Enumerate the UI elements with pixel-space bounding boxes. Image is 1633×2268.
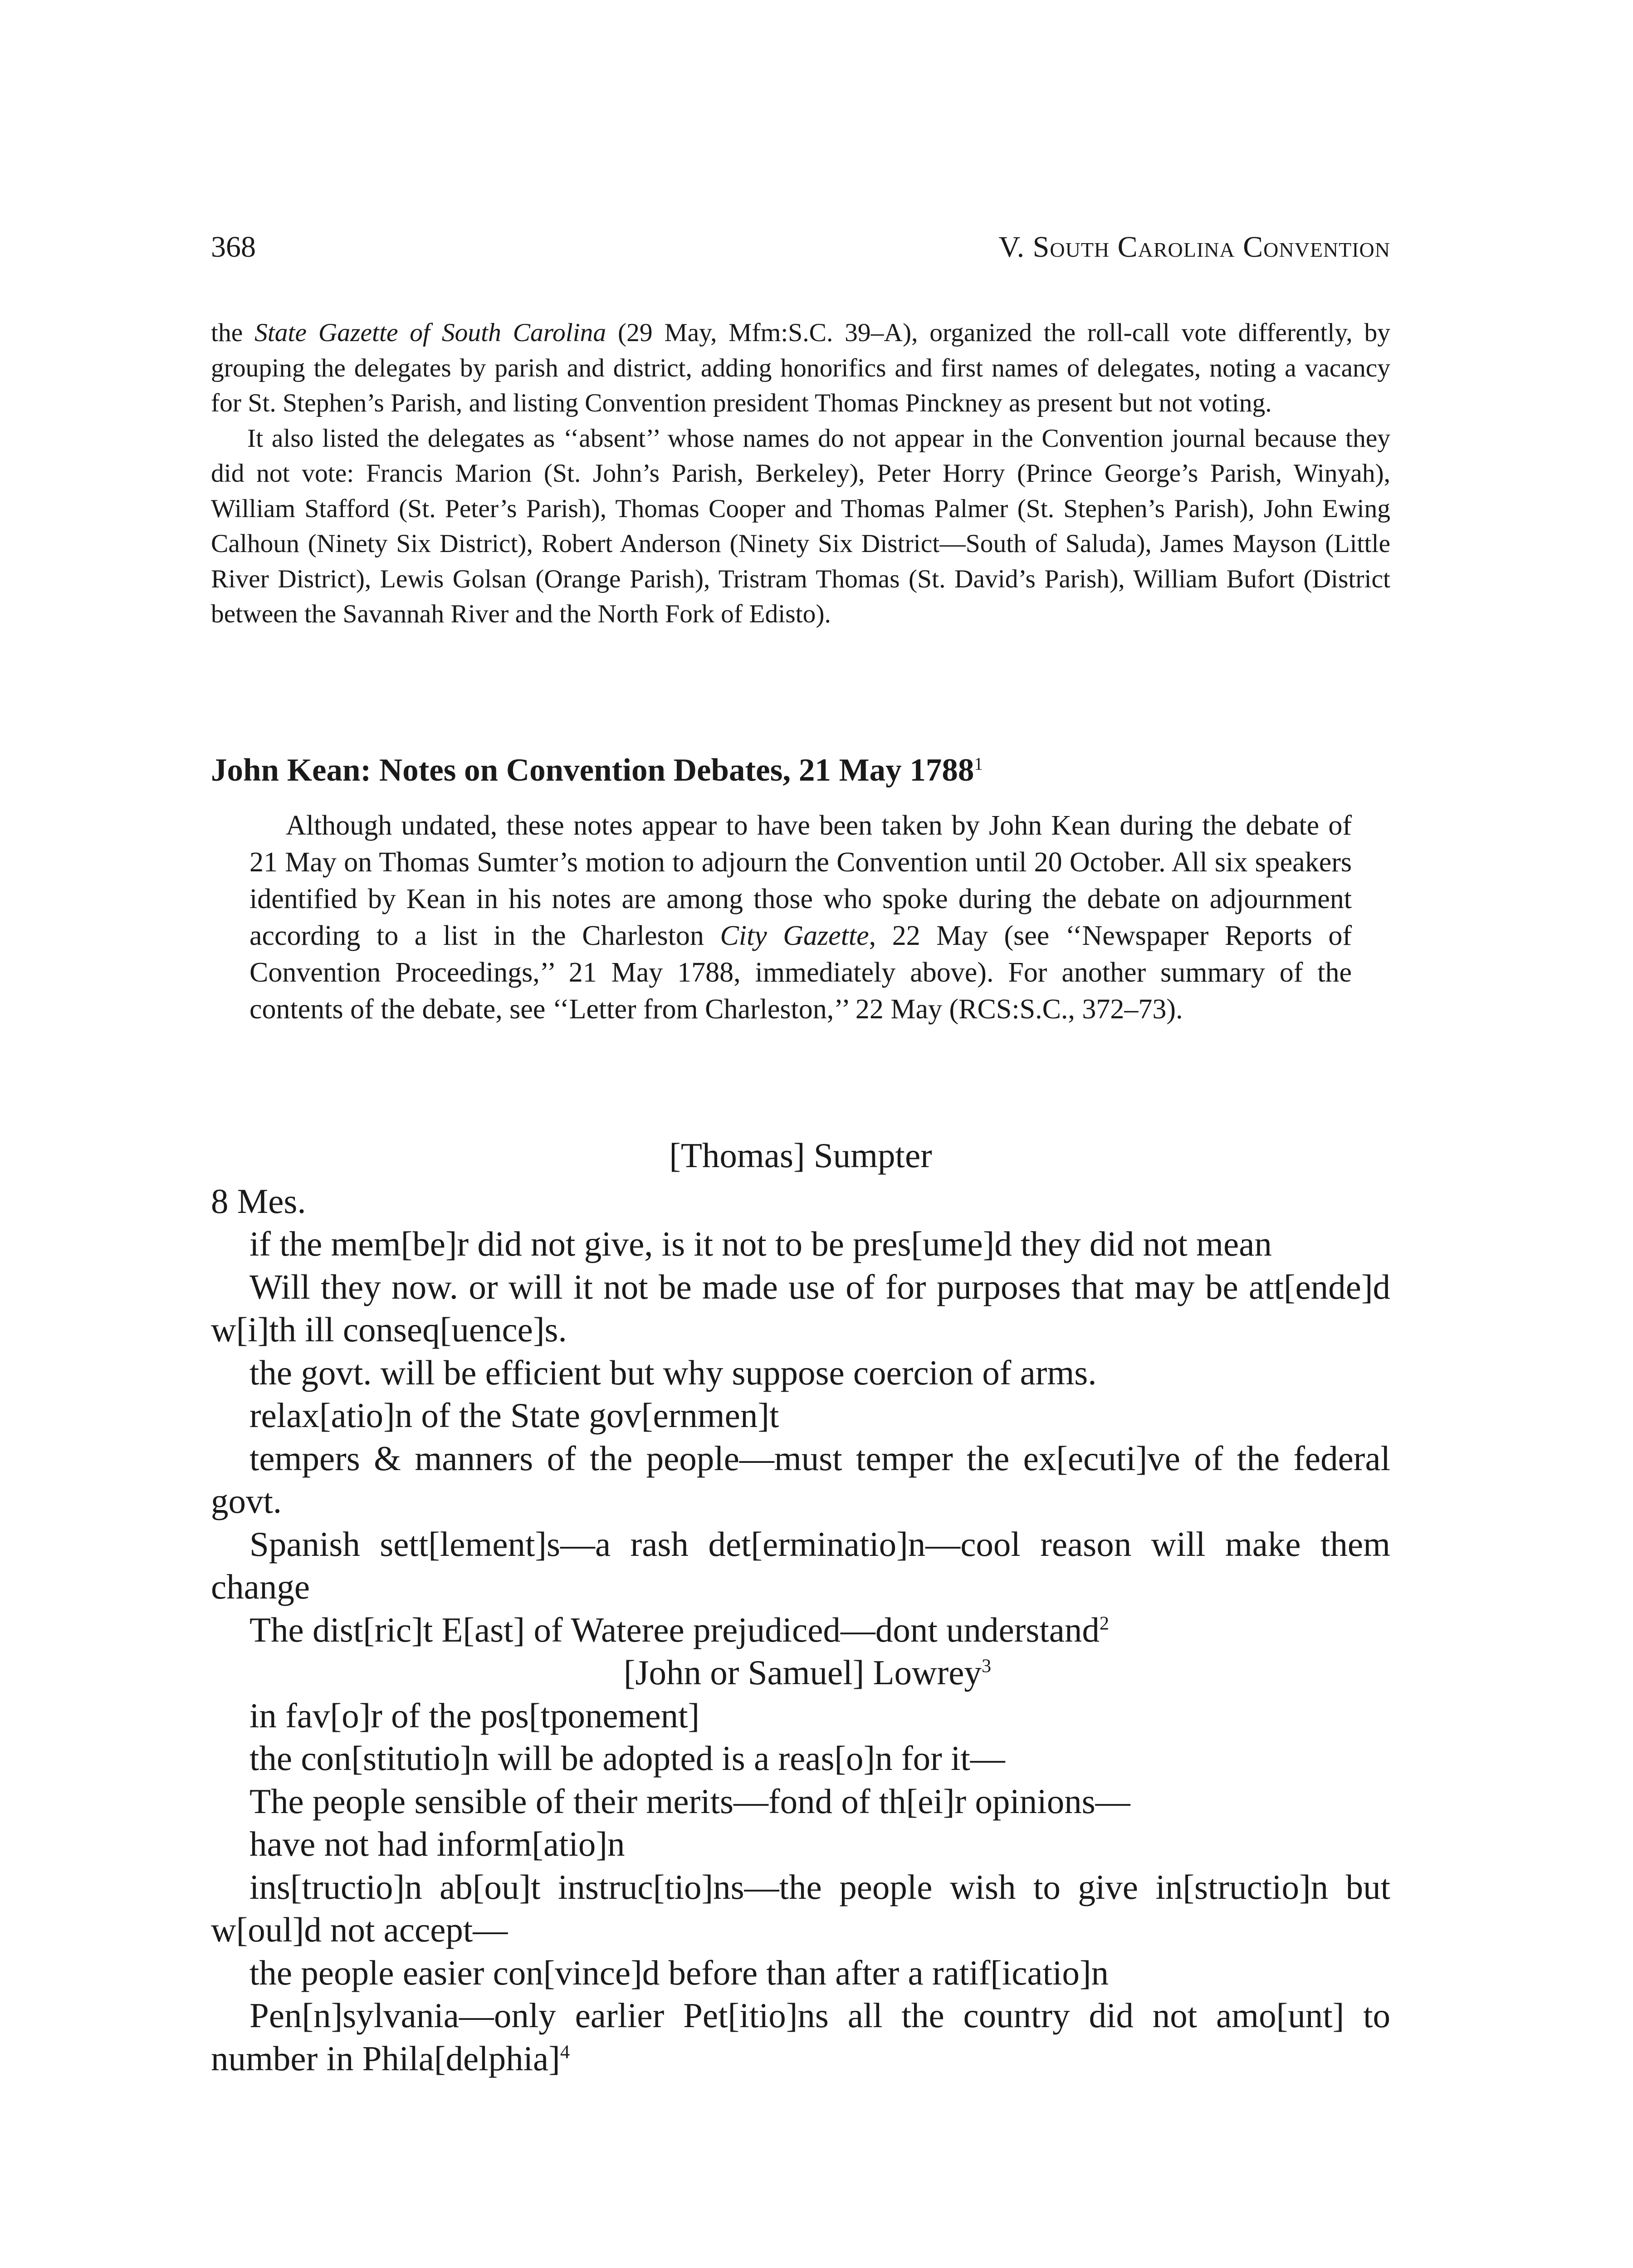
footnote-marker: 1 (974, 754, 983, 774)
intro-text-before: the (211, 318, 255, 347)
note-line (211, 1608, 1390, 1652)
debate-notes (211, 1134, 1390, 2080)
section-heading-text: John Kean: Notes on Convention Debates, 21 May 1788 (211, 753, 974, 788)
running-head (211, 229, 1390, 265)
note-line: tempers & manners of the people—must temper the ex[ecuti]ve of the federal govt. (211, 1438, 1390, 1520)
footnote-marker: 3 (981, 1655, 992, 1677)
footnote-marker: 2 (1099, 1612, 1110, 1634)
newspaper-title: City Gazette (720, 920, 869, 951)
intro-text (211, 315, 1390, 632)
newspaper-title: State Gazette of South Carolina (254, 318, 606, 347)
date-line: 8 Mes. (211, 1181, 306, 1221)
note-line: the govt. will be efficient but why suppose coercion of arms. (249, 1353, 1097, 1392)
page-number: 368 (211, 230, 256, 264)
note-line (211, 1994, 1390, 2080)
speaker-name-text: [John or Samuel] Lowrey (623, 1653, 982, 1692)
running-head-title: V. South Carolina Convention (998, 230, 1390, 264)
note-line: The people sensible of their merits—fond of th[ei]r opinions— (249, 1781, 1130, 1821)
note-line: in fav[o]r of the pos[tponement] (249, 1696, 700, 1735)
note-line: the people easier con[vince]d before than after a ratif[icatio]n (249, 1953, 1109, 1992)
note-line: if the mem[be]r did not give, is it not to be pres[ume]d they did not mean (249, 1224, 1272, 1263)
headnote-text-after: , 22 May (see ‘‘Newspaper Reports of Convention Proceedings,’’ 21 May 1788, immediately above). For another summary of the contents of the debate, see ‘‘Letter from Charleston,’’ 22 May (RCS:S.C., 372–73). (249, 920, 1352, 1025)
note-line-text: Pen[n]sylvania—only earlier Pet[itio]ns all the country did not amo[unt] to number in Phila[delphia] (211, 1996, 1390, 2078)
note-line: have not had inform[atio]n (249, 1824, 625, 1863)
speaker-name: [Thomas] Sumpter (669, 1136, 932, 1175)
intro-paragraph (211, 315, 1390, 421)
note-line: Spanish sett[lement]s—a rash det[erminatio]n—cool reason will make them change (211, 1524, 1390, 1606)
note-line: Will they now. or will it not be made use of for purposes that may be att[ende]d w[i]th ill conseq[uence]s. (211, 1267, 1390, 1349)
note-line: relax[atio]n of the State gov[ernmen]t (249, 1396, 779, 1435)
headnote-text-before: Although undated, these notes appear to have been taken by John Kean during the debate of 21 May on Thomas Sumter’s motion to adjourn the Convention until 20 October. All six speakers identified by Kean in his notes are among those who spoke during the debate on adjournment according to a list in the Charleston (249, 810, 1352, 951)
absent-delegates-paragraph: It also listed the delegates as ‘‘absent’’ whose names do not appear in the Convention journal because they did not vote: Francis Marion (St. John’s Parish, Berkeley), Peter Horry (Prince George’s Parish, Winyah), William Stafford (St. Peter’s Parish), Thomas Cooper and Thomas Palmer (St. Stephen’s Parish), John Ewing Calhoun (Ninety Six District), Robert Anderson (Ninety Six District—South of Saluda), James Mayson (Little River District), Lewis Golsan (Orange Parish), Tristram Thomas (St. David’s Parish), William Bufort (District between the Savannah River and the North Fork of Edisto). (211, 424, 1390, 628)
speaker-name (211, 1651, 1390, 1694)
footnote-marker: 4 (560, 2041, 570, 2063)
intro-text-after: (29 May, Mfm:S.C. 39–A), organized the roll-call vote differently, by grouping the delegates by parish and district, adding honorifics and first names of delegates, noting a vacancy for St. Stephen’s Parish, and listing Convention president Thomas Pinckney as present but not voting. (211, 318, 1390, 417)
section-heading (211, 748, 1390, 792)
note-line-text: The dist[ric]t E[ast] of Wateree prejudiced—dont understand (249, 1610, 1100, 1649)
note-line: ins[tructio]n ab[ou]t instruc[tio]ns—the people wish to give in[structio]n but w[oul]d not accept— (211, 1867, 1390, 1949)
note-line: the con[stitutio]n will be adopted is a reas[o]n for it— (249, 1739, 1005, 1778)
headnote (249, 807, 1352, 1028)
headnote-paragraph (249, 807, 1352, 1028)
